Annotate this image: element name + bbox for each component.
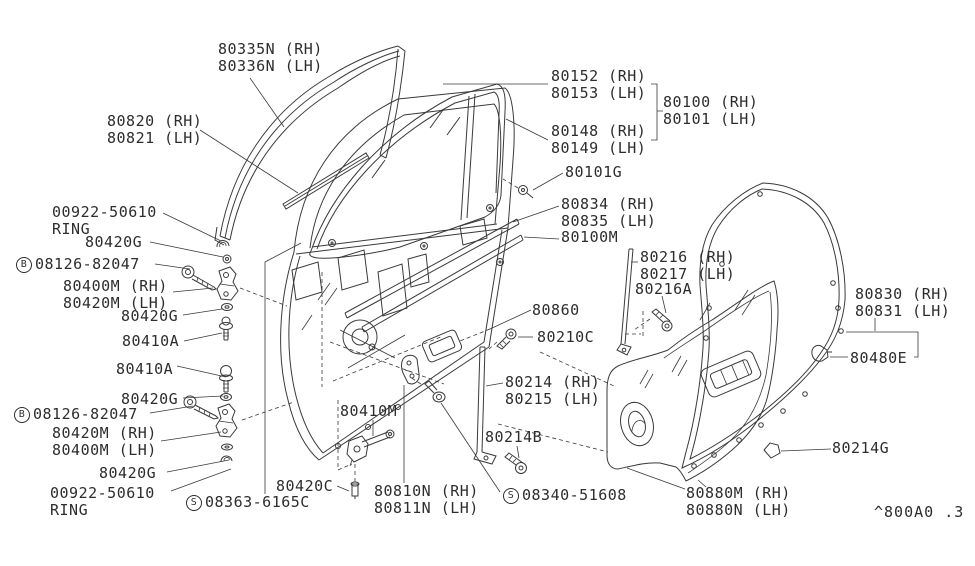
circled-letter-s: S (186, 495, 202, 511)
part-code: 80148 (RH) (551, 122, 647, 140)
part-code: 00922-50610 (50, 484, 155, 502)
callout-grommet-2 (121, 308, 178, 325)
part-speaker (616, 399, 658, 450)
part-code: RING (52, 220, 91, 238)
bolt-80410a-2-icon (220, 366, 233, 393)
part-code: 08340-51608 (522, 486, 627, 504)
circled-letter-b: B (14, 407, 30, 423)
part-code: 80880M (RH) (686, 484, 791, 502)
callout-bolt-b-upper (16, 256, 140, 273)
part-escutcheon-80860 (421, 329, 463, 363)
part-code: 80420M (LH) (63, 294, 168, 312)
part-code: 80100M (561, 228, 619, 246)
callout-door-glass (551, 68, 646, 102)
callout-seal-80100m (561, 229, 618, 246)
part-ring-upper (217, 240, 229, 247)
callout-hinge-lower (52, 425, 157, 459)
part-hinge-upper (217, 267, 238, 300)
part-door-shell (281, 88, 515, 460)
callout-belt-molding (107, 113, 202, 147)
part-code: 80820 (RH) (107, 112, 203, 130)
callout-clip-80480e (850, 350, 907, 367)
callout-grommet-1 (85, 234, 142, 251)
part-code: 80410M (340, 402, 398, 420)
callout-belt-molding-inner (561, 196, 656, 230)
callout-pin-80420c (276, 478, 333, 495)
part-code: 80420G (121, 307, 179, 325)
callout-latch (374, 483, 479, 517)
part-code: 08126-82047 (33, 405, 138, 423)
part-glass-run-channel (215, 46, 405, 245)
part-upper-sash (617, 249, 633, 355)
part-code: 80101 (LH) (663, 110, 759, 128)
callout-screw-80210c (537, 329, 594, 346)
callout-screw-80216a (635, 281, 692, 298)
part-code: 80152 (RH) (551, 67, 647, 85)
part-washer-3 (222, 444, 233, 450)
part-code: 80216 (RH) (640, 248, 736, 266)
bolt-80410a-1-icon (220, 317, 233, 340)
part-code: 80830 (RH) (855, 285, 951, 303)
part-code: 80880N (LH) (686, 501, 791, 519)
part-belt-molding-inner (345, 219, 519, 318)
circled-letter-s: S (503, 488, 519, 504)
callout-trim-panel (686, 485, 791, 519)
part-code: 80410A (116, 360, 174, 378)
callout-grommet-4 (99, 465, 156, 482)
part-weatherstrip (682, 183, 845, 468)
callout-clip-80214g (832, 440, 889, 457)
part-code: 80335N (RH) (218, 40, 323, 58)
screw-80101g-icon (519, 186, 534, 199)
part-code: 80214G (832, 439, 890, 457)
callout-weatherstrip (855, 286, 950, 320)
part-grommet-1 (223, 255, 231, 263)
part-code: 80860 (532, 301, 580, 319)
callout-escutcheon (532, 302, 580, 319)
part-code: 80101G (565, 163, 623, 181)
callout-screw-s-08340 (503, 487, 627, 504)
part-code: 80835 (LH) (561, 212, 657, 230)
part-clip-80214g (764, 443, 780, 458)
callout-screw-80214b (485, 429, 542, 446)
callout-screw-80101g (565, 164, 622, 181)
bolt-08126-upper-icon (182, 266, 216, 290)
part-lower-sash (474, 347, 496, 464)
callout-glass-frame (551, 123, 646, 157)
part-code: 80217 (LH) (640, 265, 736, 283)
part-code: 80400M (LH) (52, 441, 157, 459)
callout-sash-upper (640, 249, 735, 283)
part-code: 80215 (LH) (505, 390, 601, 408)
part-code: 80214 (RH) (505, 373, 601, 391)
callout-door-assembly (663, 94, 758, 128)
callout-bolt-80410a-1 (122, 333, 179, 350)
part-code: 08126-82047 (35, 255, 140, 273)
part-code: 08363-6165C (205, 493, 310, 511)
part-code: 80420G (99, 464, 157, 482)
screw-80210c-icon (497, 329, 516, 349)
part-washer-2 (221, 394, 232, 401)
callout-check-link (340, 403, 397, 420)
callout-bolt-80410a-2 (116, 361, 173, 378)
part-code: 80336N (LH) (218, 57, 323, 75)
part-code: 80420G (121, 390, 179, 408)
part-code: 80831 (LH) (855, 302, 951, 320)
callout-sash-lower (505, 374, 600, 408)
part-code: 80420G (85, 233, 143, 251)
part-code: 80153 (LH) (551, 84, 647, 102)
part-pin-80420c (351, 482, 359, 499)
part-code: 00922-50610 (52, 203, 157, 221)
drawing-code: ^800A0 .3 (874, 503, 965, 521)
callout-bolt-b-lower (14, 406, 138, 423)
screw-08340-icon (425, 381, 445, 402)
circled-letter-b: B (16, 257, 32, 273)
part-code: 80400M (RH) (63, 277, 168, 295)
screw-80216a-icon (652, 309, 672, 331)
part-code: 80216A (635, 280, 693, 298)
callout-glass-run (218, 41, 323, 75)
part-code: 80420M (RH) (52, 424, 157, 442)
part-code: 80821 (LH) (107, 129, 203, 147)
part-washer-1 (222, 304, 233, 311)
part-code: RING (50, 501, 89, 519)
part-code: 80149 (LH) (551, 139, 647, 157)
part-code: 80480E (850, 349, 908, 367)
part-code: 80214B (485, 428, 543, 446)
part-code: 80100 (RH) (663, 93, 759, 111)
part-code: 80410A (122, 332, 180, 350)
callout-ring-lower (50, 485, 155, 519)
part-code: 80210C (537, 328, 595, 346)
part-belt-molding-outer (283, 153, 369, 209)
part-code: 80834 (RH) (561, 195, 657, 213)
bolt-08126-lower-icon (184, 396, 218, 419)
part-code: 80811N (LH) (374, 499, 479, 517)
callout-screw-s-08363 (186, 494, 310, 511)
part-check-link (347, 430, 394, 466)
part-code: 80420C (276, 477, 334, 495)
part-code: 80810N (RH) (374, 482, 479, 500)
screw-80214b-icon (505, 453, 527, 474)
